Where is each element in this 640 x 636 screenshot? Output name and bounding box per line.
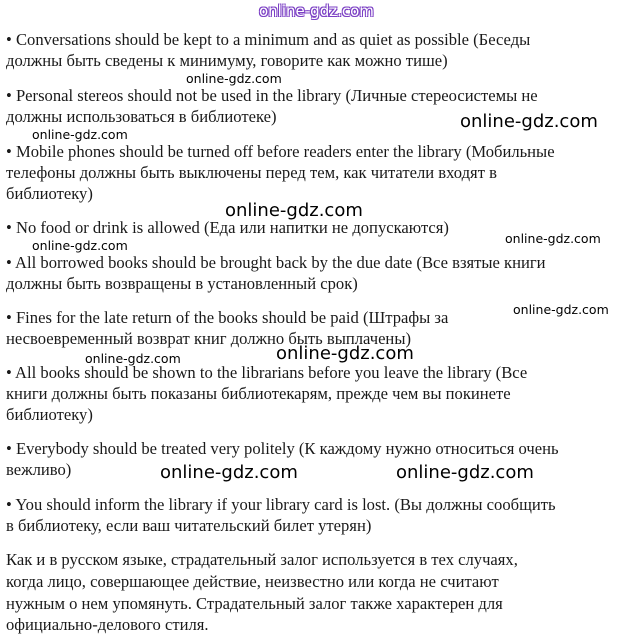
watermark: online-gdz.com	[85, 351, 181, 366]
text-line: должны быть сведены к минимуму, говорите как можно тише)	[6, 51, 448, 70]
text-line: • All borrowed books should be brought back by the due date (Все взятые книги	[6, 253, 546, 272]
watermark: online-gdz.com	[32, 127, 128, 142]
text-line: • Everybody should be treated very politely (К каждому нужно относиться очень	[6, 439, 559, 458]
watermark: online-gdz.com	[396, 462, 534, 483]
text-line: официально-делового стиля.	[6, 615, 209, 634]
text-line: • Fines for the late return of the books should be paid (Штрафы за	[6, 308, 449, 327]
text-line: • You should inform the library if your library card is lost. (Вы должны сообщить	[6, 495, 556, 514]
text-line: вежливо)	[6, 460, 72, 479]
watermark: online-gdz.com	[225, 200, 363, 221]
text-line: Как и в русском языке, страдательный залог используется в тех случаях,	[6, 550, 518, 569]
text-line: библиотеку)	[6, 405, 93, 424]
text-line: телефоны должны быть выключены перед тем, как читатели входят в	[6, 163, 497, 182]
text-line: несвоевременный возврат книг должно быть выплачены)	[6, 329, 411, 348]
text-line: нужным о нем упомянуть. Страдательный залог также характерен для	[6, 594, 503, 613]
text-line: должны быть возвращены в установленный срок)	[6, 274, 358, 293]
watermark: online-gdz.com	[32, 238, 128, 253]
watermark: online-gdz.com	[505, 231, 601, 246]
text-line: библиотеку)	[6, 184, 93, 203]
text-line: когда лицо, совершающее действие, неизвестно или когда не считают	[6, 572, 499, 591]
watermark: online-gdz.com	[186, 71, 282, 86]
text-line: • Conversations should be kept to a minimum and as quiet as possible (Беседы	[6, 30, 531, 49]
text-line: • Personal stereos should not be used in the library (Личные стереосистемы не	[6, 86, 538, 105]
text-line: книги должны быть показаны библиотекарям, прежде чем вы покинете	[6, 384, 511, 403]
watermark: online-gdz.com	[276, 343, 414, 364]
text-line: • All books should be shown to the librarians before you leave the library (Все	[6, 363, 528, 382]
text-line: • Mobile phones should be turned off before readers enter the library (Мобильные	[6, 142, 555, 161]
watermark: online-gdz.com	[513, 302, 609, 317]
watermark: online-gdz.com	[160, 462, 298, 483]
text-line: в библиотеку, если ваш читательский билет утерян)	[6, 516, 372, 535]
header-watermark: online-gdz.com	[259, 2, 374, 20]
watermark: online-gdz.com	[460, 111, 598, 132]
text-line: • No food or drink is allowed (Еда или напитки не допускаются)	[6, 218, 449, 237]
text-line: должны использоваться в библиотеке)	[6, 107, 277, 126]
